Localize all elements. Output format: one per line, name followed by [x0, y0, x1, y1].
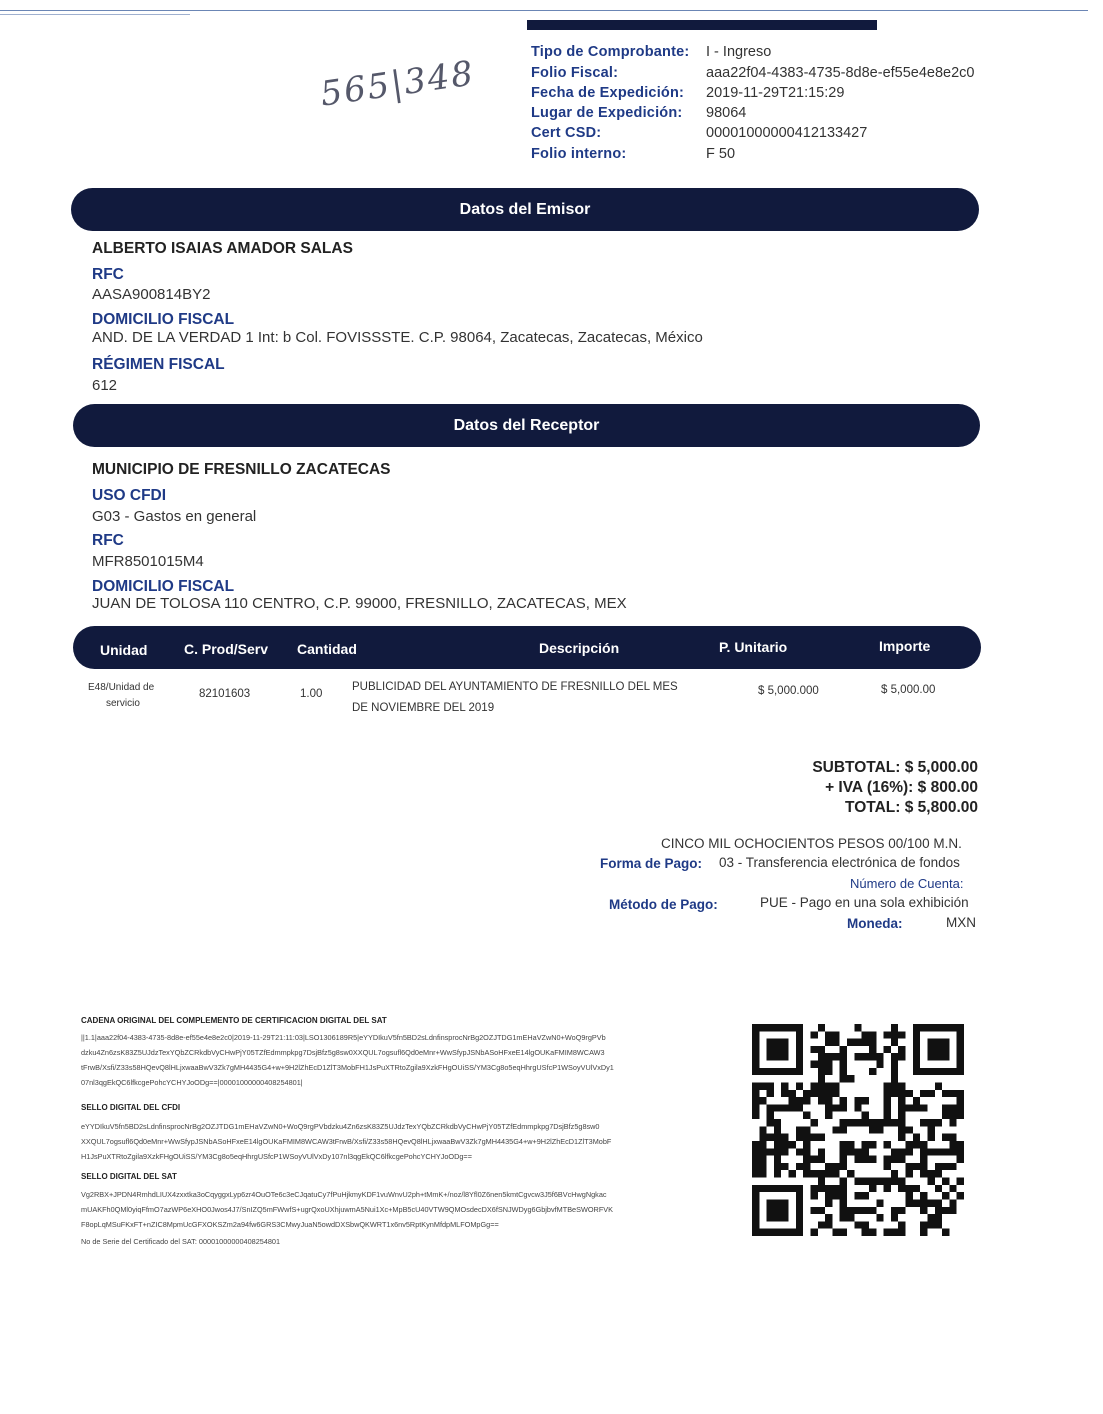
- tipo-comprobante-value: I - Ingreso: [706, 44, 772, 60]
- sello-cfdi-text: [81, 1119, 745, 1164]
- col-importe-header: Importe: [879, 638, 931, 654]
- folio-interno-label: Folio interno:: [531, 146, 627, 162]
- forma-pago-value: 03 - Transferencia electrónica de fondos: [719, 855, 960, 870]
- row-prod: 82101603: [199, 688, 251, 700]
- receptor-rfc-label: RFC: [92, 532, 124, 549]
- numero-cuenta-label: Número de Cuenta:: [850, 876, 964, 891]
- moneda-value: MXN: [946, 915, 976, 930]
- sello-sat-line: F8opLqMSuFKxFT+nZIC8MpmUcGFXOKSZm2a94fw6GRS3CMwyJuaN5owdDXSbwQKWRT1x6nv5RptKynMfdpMLFOMpGg==: [81, 1220, 499, 1229]
- row-unidad-line1: E48/Unidad de: [88, 682, 155, 693]
- receptor-domicilio-label: DOMICILIO FISCAL: [92, 578, 235, 595]
- receptor-domicilio-value: JUAN DE TOLOSA 110 CENTRO, C.P. 99000, FRESNILLO, ZACATECAS, MEX: [92, 595, 627, 612]
- emisor-rfc-label: RFC: [92, 266, 124, 283]
- emisor-rfc-value: AASA900814BY2: [92, 286, 211, 303]
- sello-cfdi-line: H1JsPuXTRtoZgila9XzkFHgOUiSS/YM3Cg8o5eqHhrgUSfcP1WSoyVUlVxDy107nl3qgEkQC6lfkcgePohcYCHYJoODg==: [81, 1152, 472, 1161]
- fecha-expedicion-label: Fecha de Expedición:: [531, 85, 685, 101]
- row-importe: $ 5,000.00: [881, 684, 936, 696]
- qr-code: [752, 1024, 964, 1236]
- sat-certificate-serial: No de Serie del Certificado del SAT: 00001000000408254801: [81, 1237, 281, 1246]
- top-rule: [0, 10, 1088, 11]
- row-unidad-line2: servicio: [106, 698, 140, 709]
- metodo-pago-label: Método de Pago:: [609, 897, 718, 912]
- emisor-name: ALBERTO ISAIAS AMADOR SALAS: [92, 240, 353, 257]
- subtotal: SUBTOTAL: $ 5,000.00: [812, 759, 978, 776]
- folio-interno-value: F 50: [706, 146, 736, 162]
- handwritten-note: 565|348: [317, 53, 478, 115]
- emisor-domicilio-value: AND. DE LA VERDAD 1 Int: b Col. FOVISSSTE. C.P. 98064, Zacatecas, Zacatecas, México: [92, 329, 703, 346]
- folio-fiscal-label: Folio Fiscal:: [531, 65, 619, 81]
- lugar-expedicion-label: Lugar de Expedición:: [531, 105, 683, 121]
- cadena-line: 07nl3qgEkQC6lfkcgePohcYCHYJoODg==|00001000000408254801|: [81, 1078, 303, 1087]
- header-band-fragment: [527, 20, 877, 30]
- col-descripcion-header: Descripción: [539, 640, 620, 656]
- cadena-line: ||1.1|aaa22f04-4383-4735-8d8e-ef55e4e8e2c0|2019-11-29T21:11:03|LSO1306189R5|eYYDIkuV5fn5BD2sLdnfinsprocNrBg2OZJTDG1mEHaVZwN0+WoQ9rgPVb: [81, 1033, 606, 1042]
- row-descripcion-line2: DE NOVIEMBRE DEL 2019: [352, 702, 495, 714]
- cert-csd-label: Cert CSD:: [531, 125, 602, 141]
- sello-cfdi-title: SELLO DIGITAL DEL CFDI: [81, 1103, 181, 1112]
- col-prod-header: C. Prod/Serv: [184, 641, 269, 657]
- receptor-uso-value: G03 - Gastos en general: [92, 508, 257, 525]
- total: TOTAL: $ 5,800.00: [845, 799, 978, 816]
- forma-pago-label: Forma de Pago:: [600, 856, 703, 871]
- sello-cfdi-line: XXQUL7ogsufl6Qd0eMnr+WwSfypJSNbASoHFxeE14lgOUKaFMIM8WCAW3tFrwB/Xsfi/Z33s58HQevQ8lHLjxwaaBwV3Zk7gMH4435G4+w+9H2lZhEcD1ZlT3MobF: [81, 1137, 612, 1146]
- folio-fiscal-value: aaa22f04-4383-4735-8d8e-ef55e4e8e2c0: [706, 65, 975, 81]
- cadena-original-text: [81, 1030, 745, 1090]
- cadena-line: dzku4Zn6zsK83Z5UJdzTexYQbZCRkdbVyCHwPjY05TZfEdmmpkpg7DsjBfz5g8sw0XXQUL7ogsufl6Qd0eMnr+WwSfypJSNbASoHFxeE14lgOUKaFMIM8WCAW3: [81, 1048, 605, 1057]
- moneda-label: Moneda:: [847, 916, 903, 931]
- col-unitario-header: P. Unitario: [719, 639, 788, 655]
- importe-con-letra: CINCO MIL OCHOCIENTOS PESOS 00/100 M.N.: [661, 836, 962, 851]
- sello-sat-line: Vg2RBX+JPDN4RmhdLIUX4zxxtka3oCqyggxLyp6zr4OuOTe6c3eCJqatuCy7fPuHjkmyKDF1vuWnvU2ph+tMmK+/noz/l8Yfl0Z6nen5kmtCgvcw3J5f6BVcHwgNgkac: [81, 1190, 607, 1199]
- emisor-section-header: [71, 188, 979, 231]
- cadena-line: tFrwB/Xsfi/Z33s58HQevQ8lHLjxwaaBwV3Zk7gMH4435G4+w+9H2lZhEcD1ZlT3MobFH1JsPuXTRtoZgila9XzkFHgOUiSS/YM3Cg8o5eqHhrgUSfcP1WSoyVUlVxDy1: [81, 1063, 614, 1072]
- receptor-uso-label: USO CFDI: [92, 487, 167, 504]
- emisor-regimen-value: 612: [92, 377, 118, 394]
- cadena-original-title: CADENA ORIGINAL DEL COMPLEMENTO DE CERTIFICACION DIGITAL DEL SAT: [81, 1016, 387, 1025]
- fecha-expedicion-value: 2019-11-29T21:15:29: [706, 85, 845, 101]
- iva: + IVA (16%): $ 800.00: [825, 779, 978, 796]
- emisor-domicilio-label: DOMICILIO FISCAL: [92, 311, 235, 328]
- emisor-section-title: Datos del Emisor: [459, 200, 591, 218]
- sello-sat-title: SELLO DIGITAL DEL SAT: [81, 1172, 177, 1181]
- cert-csd-value: 00001000000412133427: [706, 125, 868, 141]
- tipo-comprobante-label: Tipo de Comprobante:: [531, 44, 690, 60]
- col-cantidad-header: Cantidad: [297, 641, 357, 657]
- top-rule-short: [0, 14, 190, 15]
- col-unidad-header: Unidad: [100, 642, 148, 658]
- sello-sat-text: [81, 1187, 745, 1232]
- metodo-pago-value: PUE - Pago en una sola exhibición: [760, 895, 969, 910]
- row-cantidad: 1.00: [300, 688, 323, 700]
- row-unitario: $ 5,000.000: [758, 685, 819, 697]
- receptor-section-title: Datos del Receptor: [453, 416, 600, 434]
- emisor-regimen-label: RÉGIMEN FISCAL: [92, 356, 225, 373]
- row-descripcion-line1: PUBLICIDAD DEL AYUNTAMIENTO DE FRESNILLO DEL MES: [352, 681, 678, 693]
- receptor-section-header: [73, 404, 980, 447]
- receptor-rfc-value: MFR8501015M4: [92, 553, 204, 570]
- receptor-name: MUNICIPIO DE FRESNILLO ZACATECAS: [92, 461, 391, 478]
- sello-sat-line: mUAKFh0QMl0yiqFfmO7azWP6eXHO0Jwos4J7/SnIZQ5mFWwfS+ugrQxoUXhjuwmA5Nui1Xc+MpB5cU40VTW9QMOsdecDX6fSNJWDyg6GbjbvfMTBeSWORFVK: [81, 1205, 614, 1214]
- sello-cfdi-line: eYYDIkuV5fn5BD2sLdnfinsprocNrBg2OZJTDG1mEHaVZwN0+WoQ9rgPVbdzku4Zn6zsK83Z5UJdzTexYQbZCRkdbVyCHwPjY05TZfEdmmpkpg7DsjBfz5g8sw0: [81, 1122, 600, 1131]
- lugar-expedicion-value: 98064: [706, 105, 747, 121]
